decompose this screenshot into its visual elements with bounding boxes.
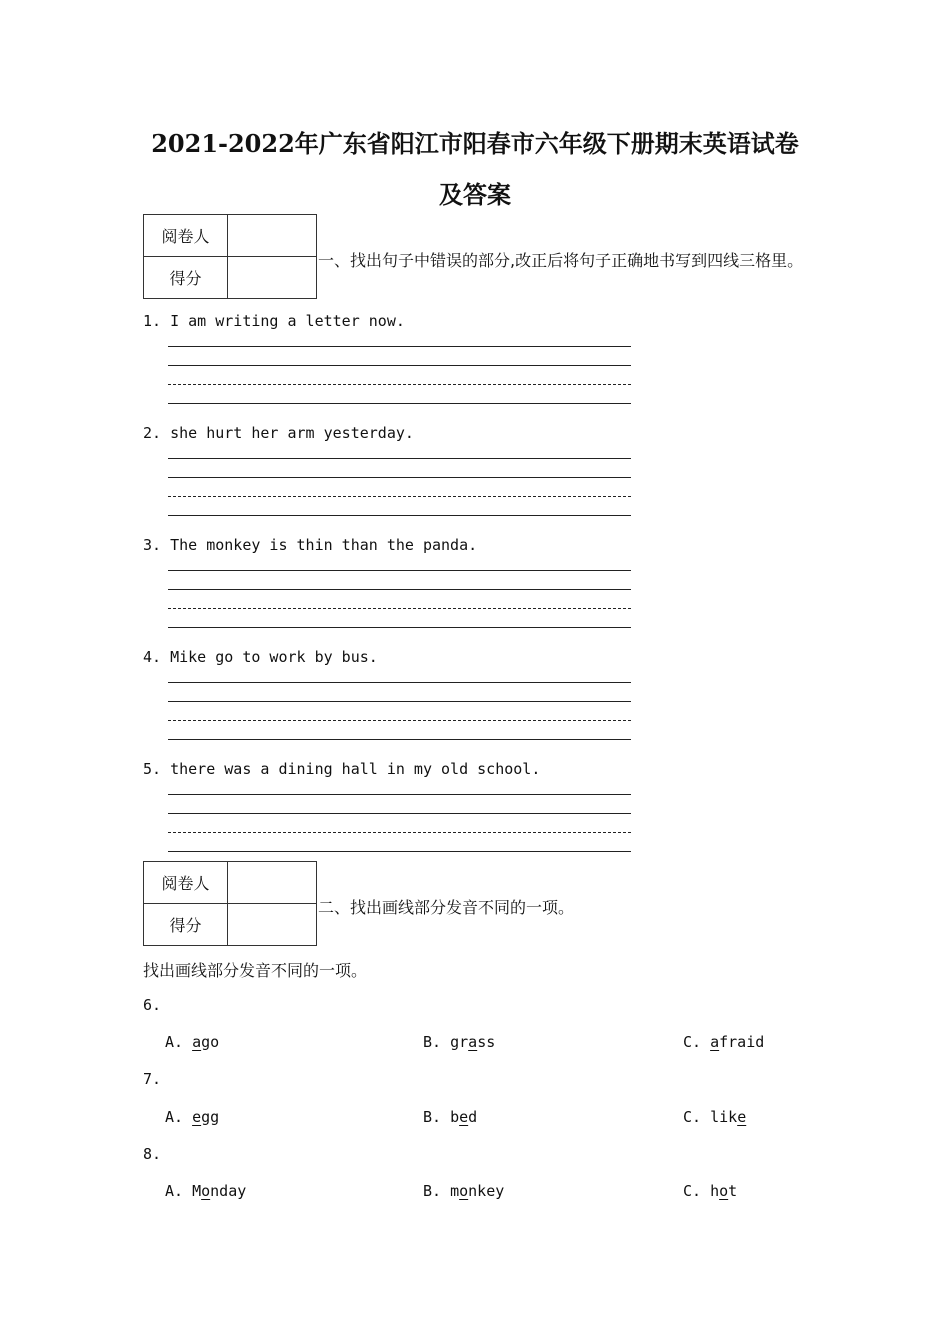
reviewer-field[interactable] (228, 215, 317, 257)
line-bottom (168, 515, 631, 516)
reviewer-label: 阅卷人 (144, 862, 228, 904)
underlined-letter: a (468, 1033, 478, 1051)
score-label: 得分 (144, 257, 228, 299)
option-text-after: nday (210, 1182, 247, 1200)
line-bottom (168, 403, 631, 404)
underlined-letter: e (737, 1108, 747, 1126)
option-text-before: b (450, 1108, 460, 1126)
line-2 (168, 813, 631, 814)
reviewer-label: 阅卷人 (144, 215, 228, 257)
line-3-dashed (168, 496, 631, 497)
option-text-after: t (728, 1182, 738, 1200)
option-6b[interactable] (423, 1033, 495, 1051)
underlined-letter: o (459, 1182, 469, 1200)
option-letter: A. (165, 1108, 193, 1126)
line-3-dashed (168, 832, 631, 833)
section2-instruction: 找出画线部分发音不同的一项。 (143, 961, 368, 980)
option-text-after: ss (477, 1033, 496, 1051)
option-text-after: gg (201, 1108, 220, 1126)
line-2 (168, 477, 631, 478)
option-7a[interactable] (165, 1108, 219, 1126)
line-2 (168, 701, 631, 702)
option-letter: B. (423, 1108, 451, 1126)
document-title-line1: 2021-2022年广东省阳江市阳春市六年级下册期末英语试卷 (151, 129, 799, 158)
line-bottom (168, 739, 631, 740)
question-8-number: 8. (143, 1145, 162, 1163)
question-4: 4. Mike go to work by bus. (143, 648, 378, 666)
underlined-letter: o (201, 1182, 211, 1200)
line-bottom (168, 627, 631, 628)
option-6c[interactable] (683, 1033, 764, 1051)
underlined-letter: o (719, 1182, 729, 1200)
option-text-before: M (192, 1182, 202, 1200)
option-7b[interactable] (423, 1108, 477, 1126)
option-8c[interactable] (683, 1182, 737, 1200)
option-text-after: d (468, 1108, 478, 1126)
option-text-after: fraid (719, 1033, 765, 1051)
question-2: 2. she hurt her arm yesterday. (143, 424, 414, 442)
question-1: 1. I am writing a letter now. (143, 312, 405, 330)
document-title-line2: 及答案 (439, 180, 511, 209)
option-7c[interactable] (683, 1108, 746, 1126)
underlined-letter: e (192, 1108, 202, 1126)
option-letter: C. (683, 1108, 711, 1126)
option-text-after: nkey (468, 1182, 505, 1200)
section1-heading: 一、找出句子中错误的部分,改正后将句子正确地书写到四线三格里。 (318, 251, 804, 270)
line-3-dashed (168, 608, 631, 609)
section2-heading: 二、找出画线部分发音不同的一项。 (318, 898, 575, 917)
option-text-before: h (710, 1182, 720, 1200)
score-field[interactable] (228, 904, 317, 946)
line-top (168, 794, 631, 795)
line-top (168, 458, 631, 459)
question-6-number: 6. (143, 996, 162, 1014)
question-7-number: 7. (143, 1070, 162, 1088)
score-box-section1 (143, 214, 317, 299)
line-3-dashed (168, 384, 631, 385)
option-text-after: go (201, 1033, 220, 1051)
option-8a[interactable] (165, 1182, 246, 1200)
option-letter: A. (165, 1033, 193, 1051)
score-label: 得分 (144, 904, 228, 946)
score-field[interactable] (228, 257, 317, 299)
line-3-dashed (168, 720, 631, 721)
option-letter: B. (423, 1182, 451, 1200)
option-letter: A. (165, 1182, 193, 1200)
underlined-letter: a (710, 1033, 720, 1051)
option-6a[interactable] (165, 1033, 219, 1051)
option-letter: C. (683, 1182, 711, 1200)
line-top (168, 346, 631, 347)
line-top (168, 682, 631, 683)
option-text-before: gr (450, 1033, 469, 1051)
question-3: 3. The monkey is thin than the panda. (143, 536, 478, 554)
underlined-letter: e (459, 1108, 469, 1126)
option-8b[interactable] (423, 1182, 504, 1200)
underlined-letter: a (192, 1033, 202, 1051)
option-text-before: m (450, 1182, 460, 1200)
line-top (168, 570, 631, 571)
option-letter: B. (423, 1033, 451, 1051)
line-2 (168, 589, 631, 590)
question-5: 5. there was a dining hall in my old school. (143, 760, 541, 778)
option-text-before: lik (710, 1108, 738, 1126)
reviewer-field[interactable] (228, 862, 317, 904)
score-box-section2 (143, 861, 317, 946)
option-letter: C. (683, 1033, 711, 1051)
line-2 (168, 365, 631, 366)
line-bottom (168, 851, 631, 852)
